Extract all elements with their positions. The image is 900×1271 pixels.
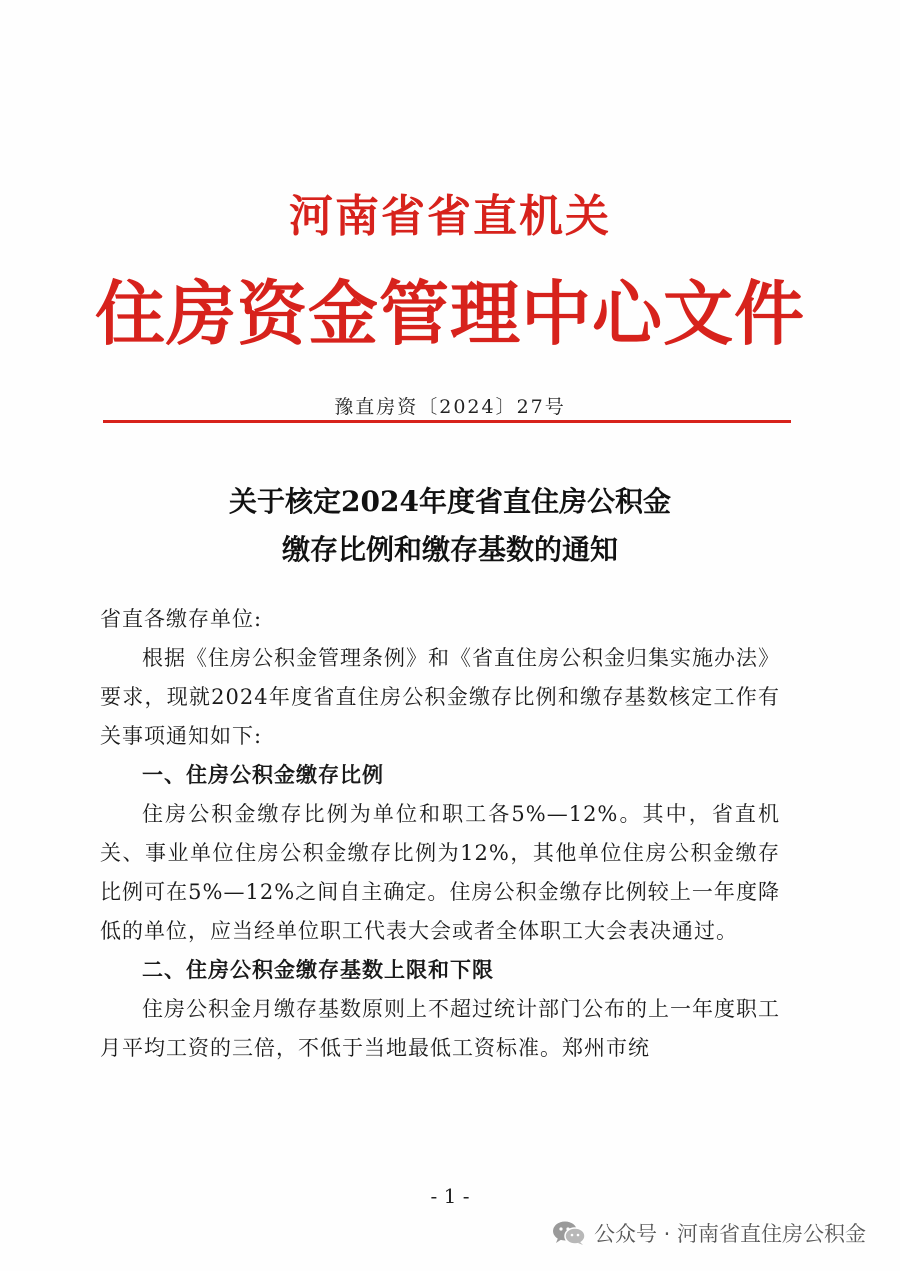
salutation: 省直各缴存单位:	[100, 607, 263, 631]
page-number: - 1 -	[430, 1184, 470, 1208]
section-2-paragraph: 住房公积金月缴存基数原则上不超过统计部门公布的上一年度职工月平均工资的三倍，不低于当地最低工资标准。郑州市统	[100, 997, 780, 1060]
intro-paragraph: 根据《住房公积金管理条例》和《省直住房公积金归集实施办法》要求，现就2024年度省直住房公积金缴存比例和缴存基数核定工作有关事项通知如下:	[100, 646, 780, 748]
red-divider	[103, 420, 791, 423]
document-number: 豫直房资〔2024〕27号	[334, 396, 566, 418]
document-body	[100, 600, 780, 1068]
watermark-text: 公众号 · 河南省直住房公积金	[593, 1222, 866, 1246]
wechat-icon	[552, 1220, 586, 1246]
title-line-2: 缴存比例和缴存基数的通知	[281, 533, 618, 566]
section-1-paragraph: 住房公积金缴存比例为单位和职工各5%—12%。其中，省直机关、事业单位住房公积金缴存比例为12%，其他单位住房公积金缴存比例可在5%—12%之间自主确定。住房公积金缴存比例较上一年度降低的单位，应当经单位职工代表大会或者全体职工大会表决通过。	[100, 802, 780, 943]
section-2-heading: 二、住房公积金缴存基数上限和下限	[142, 958, 494, 982]
document-title	[0, 478, 900, 574]
wechat-watermark	[552, 1218, 866, 1248]
document-header: 住房资金管理中心文件	[95, 273, 805, 355]
title-line-1: 关于核定2024年度省直住房公积金	[229, 485, 671, 518]
issuer-name: 河南省省直机关	[289, 191, 611, 242]
section-1-heading: 一、住房公积金缴存比例	[142, 763, 384, 787]
